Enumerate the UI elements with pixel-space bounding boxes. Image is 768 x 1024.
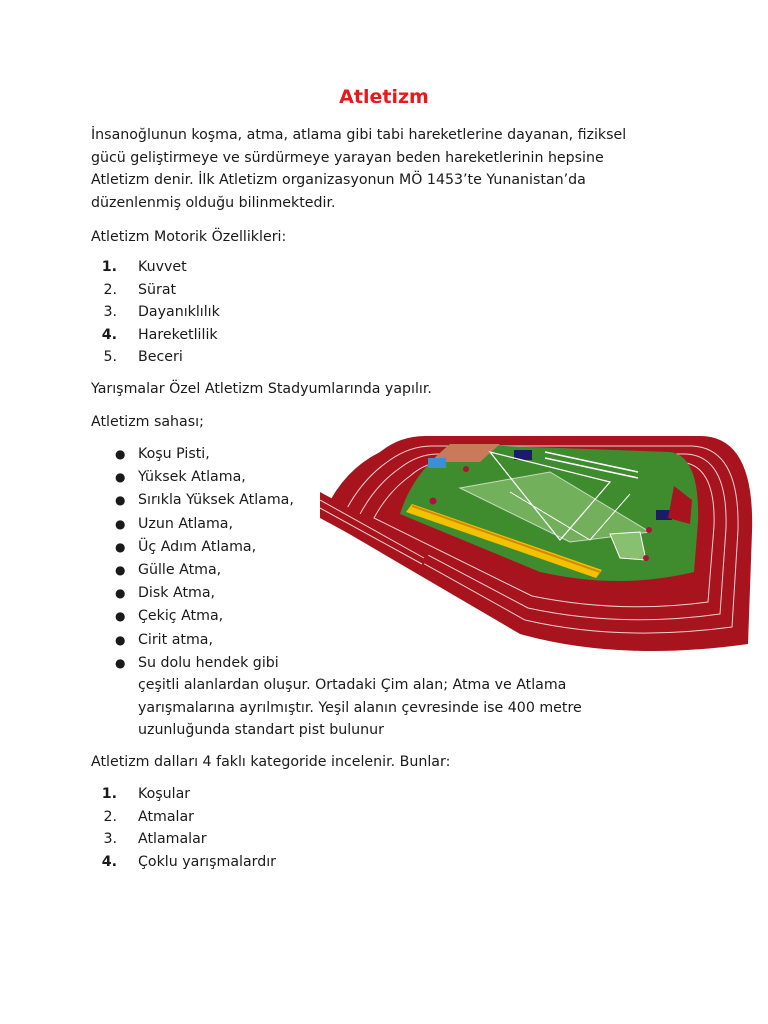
- intro-line: düzenlenmiş olduğu bilinmektedir.: [91, 194, 336, 211]
- list-label: Üç Adım Atlama,: [138, 538, 257, 555]
- list-item: [91, 652, 294, 675]
- bullet-icon: ●: [115, 539, 126, 554]
- list-item: [91, 806, 276, 829]
- list-number: 4.: [101, 326, 117, 343]
- list-label: Cirit atma,: [138, 631, 213, 648]
- intro-line: İnsanoğlunun koşma, atma, atlama gibi tabi hareketlerine dayanan, fiziksel: [91, 127, 627, 143]
- list-label: Çekiç Atma,: [138, 608, 224, 625]
- list-label: Uzun Atlama,: [138, 515, 234, 532]
- bullet-icon: ●: [115, 632, 126, 647]
- intro-line: gücü geliştirmeye ve sürdürmeye yarayan beden hareketlerinin hepsine: [91, 149, 604, 166]
- list-number: 3.: [103, 304, 117, 321]
- list-label: Hareketlilik: [138, 326, 218, 343]
- list-item: [91, 256, 220, 279]
- bullet-icon: ●: [115, 563, 126, 578]
- bullet-icon: ●: [115, 447, 126, 461]
- list-item: [91, 559, 294, 582]
- list-label: Çoklu yarışmalardır: [138, 853, 277, 870]
- bullet-icon: ●: [115, 470, 126, 485]
- list-label: Sırıkla Yüksek Atlama,: [138, 492, 294, 509]
- list-number: 2.: [103, 281, 117, 298]
- list-label: Atmalar: [138, 808, 195, 825]
- list-number: 5.: [103, 349, 117, 366]
- list-item: [91, 513, 294, 536]
- bullet-icon: ●: [115, 493, 126, 508]
- list-label: Koşular: [138, 786, 191, 802]
- list-label: Beceri: [138, 349, 183, 366]
- motor-list: [91, 256, 220, 369]
- list-label: Disk Atma,: [138, 585, 216, 602]
- list-label: Su dolu hendek gibi: [138, 654, 279, 671]
- list-item: [91, 629, 294, 652]
- list-item: [91, 489, 294, 512]
- bullet-icon: ●: [115, 586, 126, 601]
- list-label: Atlamalar: [138, 831, 207, 848]
- list-item: [91, 828, 276, 851]
- list-item: [91, 783, 276, 806]
- intro-paragraph: [91, 124, 651, 214]
- list-number: 2.: [103, 808, 117, 825]
- stadium-sentence: Yarışmalar Özel Atletizm Stadyumlarında yapılır.: [91, 381, 432, 397]
- list-label: Gülle Atma,: [138, 562, 222, 579]
- list-label: Dayanıklılık: [138, 304, 220, 321]
- list-item: [91, 605, 294, 628]
- intro-line: Atletizm denir. İlk Atletizm organizasyonun MÖ 1453’te Yunanistan’da: [91, 172, 586, 189]
- list-number: 1.: [101, 786, 117, 802]
- field-continuation: [138, 674, 618, 742]
- field-list: [91, 443, 294, 675]
- bullet-icon: ●: [115, 655, 126, 670]
- list-label: Sürat: [138, 281, 177, 298]
- list-label: Kuvvet: [138, 259, 187, 275]
- bullet-icon: ●: [115, 609, 126, 624]
- page-title: Atletizm: [339, 86, 429, 108]
- list-item: [91, 346, 220, 369]
- list-number: 1.: [101, 259, 117, 275]
- list-item: [91, 279, 220, 302]
- list-item: [91, 466, 294, 489]
- field-heading: Atletizm sahası;: [91, 414, 204, 430]
- branches-heading: Atletizm dalları 4 faklı kategoride incelenir. Bunlar:: [91, 754, 451, 770]
- list-item: [91, 582, 294, 605]
- list-number: 4.: [101, 853, 117, 870]
- continuation-line: çeşitli alanlardan oluşur. Ortadaki Çim alan; Atma ve Atlama: [138, 677, 567, 693]
- stadium-illustration: [320, 422, 760, 658]
- branch-list: [91, 783, 276, 873]
- list-number: 3.: [103, 831, 117, 848]
- list-item: [91, 301, 220, 324]
- bullet-icon: ●: [115, 516, 126, 531]
- continuation-line: yarışmalarına ayrılmıştır. Yeşil alanın çevresinde ise 400 metre: [138, 699, 582, 716]
- list-label: Yüksek Atlama,: [138, 469, 246, 486]
- motor-heading: Atletizm Motorik Özellikleri:: [91, 229, 287, 245]
- list-item: [91, 443, 294, 466]
- continuation-line: uzunluğunda standart pist bulunur: [138, 722, 384, 739]
- list-label: Koşu Pisti,: [138, 446, 210, 462]
- list-item: [91, 851, 276, 874]
- list-item: [91, 536, 294, 559]
- list-item: [91, 324, 220, 347]
